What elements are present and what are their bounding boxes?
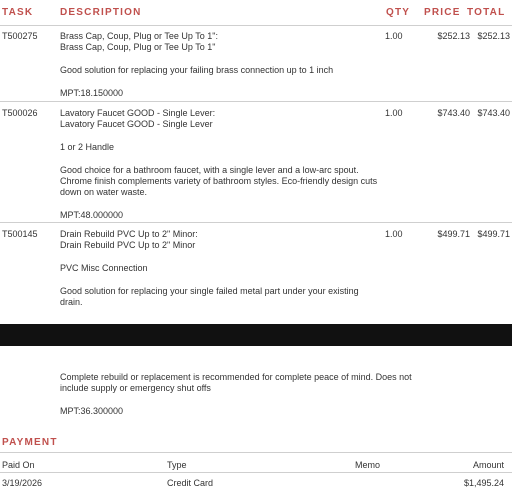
task-code: T500026	[2, 108, 38, 118]
item-description	[60, 108, 390, 221]
item-qty: 1.00	[385, 229, 403, 239]
item-mpt: MPT:18.150000	[60, 88, 124, 98]
payment-header-divider	[0, 472, 512, 473]
item-subtitle: 1 or 2 Handle	[60, 142, 115, 152]
col-type: Type	[167, 460, 187, 470]
item-mpt: MPT:36.300000	[60, 406, 124, 416]
item-title-repeat: Brass Cap, Coup, Plug or Tee Up To 1"	[60, 42, 216, 52]
item-note: Good solution for replacing your single failed metal part under your existing drain.	[60, 286, 359, 307]
payment-title: PAYMENT	[2, 437, 58, 448]
header-task: TASK	[2, 7, 34, 18]
header-price: PRICE	[424, 7, 461, 18]
type-value: Credit Card	[167, 478, 214, 488]
item-qty: 1.00	[385, 108, 403, 118]
paid-on-value: 3/19/2026	[2, 478, 43, 488]
header-total: TOTAL	[467, 7, 506, 18]
header-qty: QTY	[386, 7, 411, 18]
item-description	[60, 31, 380, 99]
item-note: Good choice for a bathroom faucet, with a single lever and a low-arc spout. Chrome finish complements variety of bathroom styles. Eco-friendly design cuts down on water waste.	[60, 165, 378, 197]
task-code: T500275	[2, 31, 38, 41]
item-continuation	[60, 372, 420, 417]
amount-value: $1,495.24	[463, 478, 504, 488]
row-divider	[0, 101, 512, 102]
item-title: Lavatory Faucet GOOD - Single Lever:	[60, 108, 216, 118]
item-subtitle: PVC Misc Connection	[60, 263, 148, 273]
row-divider	[0, 222, 512, 223]
item-title: Brass Cap, Coup, Plug or Tee Up To 1":	[60, 31, 218, 41]
table-header	[0, 0, 512, 24]
item-qty: 1.00	[385, 31, 403, 41]
item-total: $743.40	[477, 108, 510, 118]
item-title: Drain Rebuild PVC Up to 2" Minor:	[60, 229, 198, 239]
header-divider	[0, 25, 512, 26]
header-description: DESCRIPTION	[60, 7, 142, 18]
item-description	[60, 229, 380, 308]
item-price: $499.71	[437, 229, 470, 239]
item-mpt: MPT:48.000000	[60, 210, 124, 220]
col-amount: Amount	[472, 460, 504, 470]
item-total: $252.13	[477, 31, 510, 41]
item-price: $743.40	[437, 108, 470, 118]
col-paid-on: Paid On	[2, 460, 35, 470]
item-note: Good solution for replacing your failing brass connection up to 1 inch	[60, 65, 334, 75]
payment-divider	[0, 452, 512, 453]
item-price: $252.13	[437, 31, 470, 41]
col-memo: Memo	[355, 460, 381, 470]
item-title-repeat: Lavatory Faucet GOOD - Single Lever	[60, 119, 213, 129]
item-note: Complete rebuild or replacement is recommended for complete peace of mind. Does not include supply or emergency shut offs	[60, 372, 412, 393]
page-break-bar	[0, 324, 512, 346]
item-title-repeat: Drain Rebuild PVC Up to 2" Minor	[60, 240, 196, 250]
task-code: T500145	[2, 229, 38, 239]
item-total: $499.71	[477, 229, 510, 239]
